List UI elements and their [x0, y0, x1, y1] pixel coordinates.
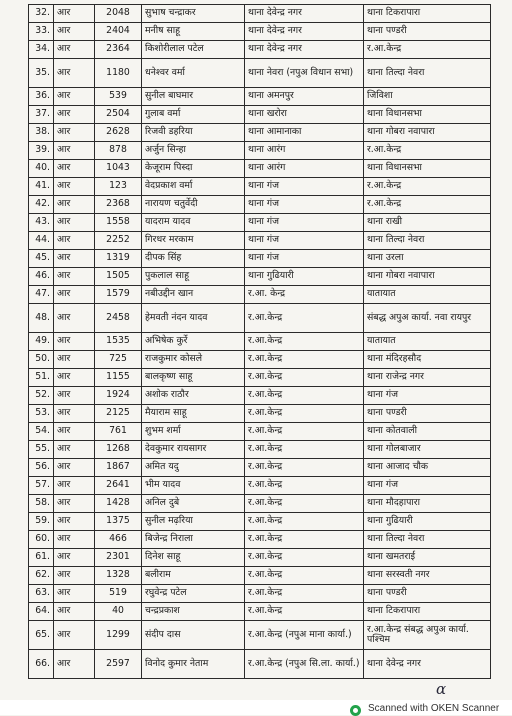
new-posting-cell: जिविशा — [364, 88, 491, 106]
rank-cell: आर — [54, 160, 95, 178]
new-posting-cell: थाना राजेन्द्र नगर — [364, 369, 491, 387]
number-cell: 2368 — [95, 196, 142, 214]
current-posting-cell: र.आ.केन्द्र — [245, 369, 364, 387]
new-posting-cell: थाना मंदिरहसौद — [364, 351, 491, 369]
scanner-watermark: Scanned with OKEN Scanner — [368, 703, 500, 714]
rank-cell: आर — [54, 513, 95, 531]
rank-cell: आर — [54, 369, 95, 387]
current-posting-cell: र.आ.केन्द्र — [245, 603, 364, 621]
rank-cell: आर — [54, 549, 95, 567]
serial-cell: 32. — [29, 5, 54, 23]
table-row — [29, 531, 491, 549]
table-row — [29, 106, 491, 124]
serial-cell: 41. — [29, 178, 54, 196]
number-cell: 1867 — [95, 459, 142, 477]
name-cell: विनोद कुमार नेताम — [142, 650, 245, 679]
roster-body — [29, 5, 491, 679]
rank-cell: आर — [54, 268, 95, 286]
number-cell: 1505 — [95, 268, 142, 286]
rank-cell: आर — [54, 387, 95, 405]
serial-cell: 36. — [29, 88, 54, 106]
table-row — [29, 441, 491, 459]
current-posting-cell: थाना नेवरा (नपुअ विधान सभा) — [245, 59, 364, 88]
new-posting-cell: यातायात — [364, 333, 491, 351]
serial-cell: 39. — [29, 142, 54, 160]
name-cell: सुभाष चन्द्राकर — [142, 5, 245, 23]
serial-cell: 49. — [29, 333, 54, 351]
table-row — [29, 333, 491, 351]
name-cell: बलीराम — [142, 567, 245, 585]
rank-cell: आर — [54, 232, 95, 250]
table-row — [29, 59, 491, 88]
name-cell: चन्द्रप्रकाश — [142, 603, 245, 621]
new-posting-cell: थाना खमतराई — [364, 549, 491, 567]
table-row — [29, 549, 491, 567]
current-posting-cell: र.आ.केन्द्र — [245, 405, 364, 423]
number-cell: 1268 — [95, 441, 142, 459]
serial-cell: 60. — [29, 531, 54, 549]
name-cell: सुनील बाघमार — [142, 88, 245, 106]
new-posting-cell: र.आ.केन्द्र — [364, 41, 491, 59]
current-posting-cell: थाना आरंग — [245, 142, 364, 160]
serial-cell: 33. — [29, 23, 54, 41]
new-posting-cell: यातायात — [364, 286, 491, 304]
current-posting-cell: थाना देवेन्द्र नगर — [245, 23, 364, 41]
serial-cell: 52. — [29, 387, 54, 405]
new-posting-cell: थाना तिल्दा नेवरा — [364, 59, 491, 88]
name-cell: केजूराम पिस्दा — [142, 160, 245, 178]
number-cell: 2597 — [95, 650, 142, 679]
table-row — [29, 41, 491, 59]
new-posting-cell: थाना गोबरा नवापारा — [364, 268, 491, 286]
new-posting-cell: थाना पण्डरी — [364, 23, 491, 41]
name-cell: वेदप्रकाश वर्मा — [142, 178, 245, 196]
serial-cell: 63. — [29, 585, 54, 603]
serial-cell: 43. — [29, 214, 54, 232]
table-row — [29, 650, 491, 679]
rank-cell: आर — [54, 286, 95, 304]
rank-cell: आर — [54, 650, 95, 679]
table-row — [29, 405, 491, 423]
name-cell: दीपक सिंह — [142, 250, 245, 268]
name-cell: बिजेन्द्र निराला — [142, 531, 245, 549]
name-cell: गिरधर मरकाम — [142, 232, 245, 250]
number-cell: 1328 — [95, 567, 142, 585]
table-row — [29, 369, 491, 387]
new-posting-cell: थाना पण्डरी — [364, 585, 491, 603]
number-cell: 1319 — [95, 250, 142, 268]
rank-cell: आर — [54, 405, 95, 423]
new-posting-cell: र.आ.केन्द्र — [364, 142, 491, 160]
new-posting-cell: थाना उरला — [364, 250, 491, 268]
name-cell: किशोरीलाल पटेल — [142, 41, 245, 59]
rank-cell: आर — [54, 423, 95, 441]
serial-cell: 62. — [29, 567, 54, 585]
table-row — [29, 585, 491, 603]
number-cell: 1924 — [95, 387, 142, 405]
current-posting-cell: र.आ.केन्द्र — [245, 459, 364, 477]
name-cell: नबीउद्दीन खान — [142, 286, 245, 304]
name-cell: भीम यादव — [142, 477, 245, 495]
table-row — [29, 214, 491, 232]
number-cell: 2301 — [95, 549, 142, 567]
rank-cell: आर — [54, 304, 95, 333]
name-cell: पुकलाल साहू — [142, 268, 245, 286]
serial-cell: 38. — [29, 124, 54, 142]
number-cell: 1180 — [95, 59, 142, 88]
new-posting-cell: र.आ.केन्द्र — [364, 196, 491, 214]
number-cell: 2048 — [95, 5, 142, 23]
name-cell: अनिल दुबे — [142, 495, 245, 513]
current-posting-cell: र.आ.केन्द्र — [245, 423, 364, 441]
current-posting-cell: र.आ.केन्द्र — [245, 531, 364, 549]
number-cell: 1558 — [95, 214, 142, 232]
current-posting-cell: र.आ.केन्द्र — [245, 567, 364, 585]
table-row — [29, 196, 491, 214]
name-cell: देवकुमार रायसागर — [142, 441, 245, 459]
current-posting-cell: र.आ.केन्द्र — [245, 585, 364, 603]
table-row — [29, 178, 491, 196]
serial-cell: 48. — [29, 304, 54, 333]
name-cell: बालकृष्ण साहू — [142, 369, 245, 387]
new-posting-cell: थाना आजाद चौक — [364, 459, 491, 477]
new-posting-cell: थाना तिल्दा नेवरा — [364, 232, 491, 250]
serial-cell: 37. — [29, 106, 54, 124]
new-posting-cell: थाना पण्डरी — [364, 405, 491, 423]
rank-cell: आर — [54, 214, 95, 232]
name-cell: अर्जुन सिन्हा — [142, 142, 245, 160]
current-posting-cell: र.आ.केन्द्र — [245, 495, 364, 513]
serial-cell: 50. — [29, 351, 54, 369]
number-cell: 40 — [95, 603, 142, 621]
rank-cell: आर — [54, 495, 95, 513]
table-row — [29, 88, 491, 106]
rank-cell: आर — [54, 196, 95, 214]
new-posting-cell: थाना टिकरापारा — [364, 5, 491, 23]
new-posting-cell: थाना सरस्वती नगर — [364, 567, 491, 585]
name-cell: रघुवेन्द्र पटेल — [142, 585, 245, 603]
serial-cell: 46. — [29, 268, 54, 286]
name-cell: संदीप दास — [142, 621, 245, 650]
current-posting-cell: थाना गंज — [245, 196, 364, 214]
table-row — [29, 495, 491, 513]
serial-cell: 35. — [29, 59, 54, 88]
current-posting-cell: र.आ.केन्द्र — [245, 477, 364, 495]
new-posting-cell: थाना कोतवाली — [364, 423, 491, 441]
new-posting-cell: थाना गंज — [364, 477, 491, 495]
number-cell: 539 — [95, 88, 142, 106]
new-posting-cell: संबद्ध अपुअ कार्या. नवा रायपुर — [364, 304, 491, 333]
table-row — [29, 351, 491, 369]
serial-cell: 66. — [29, 650, 54, 679]
serial-cell: 51. — [29, 369, 54, 387]
name-cell: मैयाराम साहू — [142, 405, 245, 423]
number-cell: 466 — [95, 531, 142, 549]
rank-cell: आर — [54, 531, 95, 549]
table-row — [29, 23, 491, 41]
number-cell: 2504 — [95, 106, 142, 124]
serial-cell: 65. — [29, 621, 54, 650]
number-cell: 2404 — [95, 23, 142, 41]
table-row — [29, 621, 491, 650]
rank-cell: आर — [54, 5, 95, 23]
current-posting-cell: र.आ.केन्द्र (नपुअ सि.ला. कार्या.) — [245, 650, 364, 679]
number-cell: 1043 — [95, 160, 142, 178]
serial-cell: 40. — [29, 160, 54, 178]
serial-cell: 56. — [29, 459, 54, 477]
current-posting-cell: थाना आमानाका — [245, 124, 364, 142]
name-cell: गुलाब वर्मा — [142, 106, 245, 124]
serial-cell: 44. — [29, 232, 54, 250]
rank-cell: आर — [54, 142, 95, 160]
serial-cell: 54. — [29, 423, 54, 441]
current-posting-cell: र.आ.केन्द्र — [245, 387, 364, 405]
current-posting-cell: र.आ.केन्द्र (नपुअ माना कार्या.) — [245, 621, 364, 650]
current-posting-cell: र.आ.केन्द्र — [245, 304, 364, 333]
serial-cell: 42. — [29, 196, 54, 214]
name-cell: रिजवी डहरिया — [142, 124, 245, 142]
new-posting-cell: थाना गोबरा नवापारा — [364, 124, 491, 142]
rank-cell: आर — [54, 459, 95, 477]
table-row — [29, 459, 491, 477]
current-posting-cell: थाना देवेन्द्र नगर — [245, 5, 364, 23]
name-cell: मनीष साहू — [142, 23, 245, 41]
new-posting-cell: थाना राखी — [364, 214, 491, 232]
name-cell: हेमवती नंदन यादव — [142, 304, 245, 333]
new-posting-cell: थाना टिकरापारा — [364, 603, 491, 621]
number-cell: 725 — [95, 351, 142, 369]
table-row — [29, 124, 491, 142]
rank-cell: आर — [54, 41, 95, 59]
serial-cell: 64. — [29, 603, 54, 621]
rank-cell: आर — [54, 351, 95, 369]
number-cell: 123 — [95, 178, 142, 196]
current-posting-cell: थाना गंज — [245, 214, 364, 232]
current-posting-cell: र.आ.केन्द्र — [245, 513, 364, 531]
name-cell: शुभम शर्मा — [142, 423, 245, 441]
number-cell: 878 — [95, 142, 142, 160]
new-posting-cell: थाना गोलबाजार — [364, 441, 491, 459]
table-row — [29, 232, 491, 250]
serial-cell: 55. — [29, 441, 54, 459]
rank-cell: आर — [54, 441, 95, 459]
current-posting-cell: थाना गंज — [245, 178, 364, 196]
new-posting-cell: र.आ.केन्द्र — [364, 178, 491, 196]
serial-cell: 47. — [29, 286, 54, 304]
name-cell: अशोक राठौर — [142, 387, 245, 405]
current-posting-cell: थाना गुढियारी — [245, 268, 364, 286]
number-cell: 2628 — [95, 124, 142, 142]
rank-cell: आर — [54, 88, 95, 106]
table-row — [29, 250, 491, 268]
name-cell: दिनेश साहू — [142, 549, 245, 567]
table-row — [29, 142, 491, 160]
name-cell: धनेश्वर वर्मा — [142, 59, 245, 88]
name-cell: सुनील मढ़रिया — [142, 513, 245, 531]
serial-cell: 59. — [29, 513, 54, 531]
current-posting-cell: र.आ.केन्द्र — [245, 441, 364, 459]
current-posting-cell: र.आ.केन्द्र — [245, 333, 364, 351]
new-posting-cell: थाना गंज — [364, 387, 491, 405]
current-posting-cell: थाना गंज — [245, 232, 364, 250]
number-cell: 1428 — [95, 495, 142, 513]
serial-cell: 58. — [29, 495, 54, 513]
rank-cell: आर — [54, 250, 95, 268]
rank-cell: आर — [54, 178, 95, 196]
serial-cell: 34. — [29, 41, 54, 59]
rank-cell: आर — [54, 124, 95, 142]
signature-mark: ɑ — [436, 680, 447, 698]
rank-cell: आर — [54, 333, 95, 351]
number-cell: 519 — [95, 585, 142, 603]
name-cell: राजकुमार कोसले — [142, 351, 245, 369]
new-posting-cell: र.आ.केन्द्र संबद्ध अपुअ कार्या. पश्चिम — [364, 621, 491, 650]
table-row — [29, 603, 491, 621]
new-posting-cell: थाना देवेन्द्र नगर — [364, 650, 491, 679]
current-posting-cell: थाना देवेन्द्र नगर — [245, 41, 364, 59]
name-cell: यादराम यादव — [142, 214, 245, 232]
table-row — [29, 160, 491, 178]
rank-cell: आर — [54, 567, 95, 585]
rank-cell: आर — [54, 477, 95, 495]
table-row — [29, 286, 491, 304]
number-cell: 1299 — [95, 621, 142, 650]
serial-cell: 53. — [29, 405, 54, 423]
name-cell: अमित यदु — [142, 459, 245, 477]
new-posting-cell: थाना विधानसभा — [364, 160, 491, 178]
number-cell: 2125 — [95, 405, 142, 423]
number-cell: 2364 — [95, 41, 142, 59]
rank-cell: आर — [54, 621, 95, 650]
table-row — [29, 387, 491, 405]
number-cell: 2458 — [95, 304, 142, 333]
rank-cell: आर — [54, 106, 95, 124]
serial-cell: 45. — [29, 250, 54, 268]
number-cell: 2252 — [95, 232, 142, 250]
current-posting-cell: र.आ.केन्द्र — [245, 351, 364, 369]
number-cell: 1375 — [95, 513, 142, 531]
table-row — [29, 268, 491, 286]
table-row — [29, 513, 491, 531]
number-cell: 1155 — [95, 369, 142, 387]
table-row — [29, 304, 491, 333]
current-posting-cell: थाना अमनपुर — [245, 88, 364, 106]
new-posting-cell: थाना मौदहापारा — [364, 495, 491, 513]
scanner-logo-icon — [350, 705, 361, 716]
table-row — [29, 477, 491, 495]
current-posting-cell: थाना खरोरा — [245, 106, 364, 124]
new-posting-cell: थाना गुढियारी — [364, 513, 491, 531]
rank-cell: आर — [54, 585, 95, 603]
table-row — [29, 567, 491, 585]
number-cell: 2641 — [95, 477, 142, 495]
number-cell: 1579 — [95, 286, 142, 304]
number-cell: 1535 — [95, 333, 142, 351]
transfer-roster-table — [28, 4, 491, 679]
serial-cell: 61. — [29, 549, 54, 567]
current-posting-cell: र.आ. केन्द्र — [245, 286, 364, 304]
number-cell: 761 — [95, 423, 142, 441]
name-cell: नारायण चतुर्वेदी — [142, 196, 245, 214]
table-row — [29, 423, 491, 441]
rank-cell: आर — [54, 603, 95, 621]
new-posting-cell: थाना तिल्दा नेवरा — [364, 531, 491, 549]
current-posting-cell: थाना गंज — [245, 250, 364, 268]
name-cell: अभिषेक कुर्रे — [142, 333, 245, 351]
new-posting-cell: थाना विधानसभा — [364, 106, 491, 124]
serial-cell: 57. — [29, 477, 54, 495]
rank-cell: आर — [54, 23, 95, 41]
current-posting-cell: थाना आरंग — [245, 160, 364, 178]
rank-cell: आर — [54, 59, 95, 88]
table-row — [29, 5, 491, 23]
current-posting-cell: र.आ.केन्द्र — [245, 549, 364, 567]
